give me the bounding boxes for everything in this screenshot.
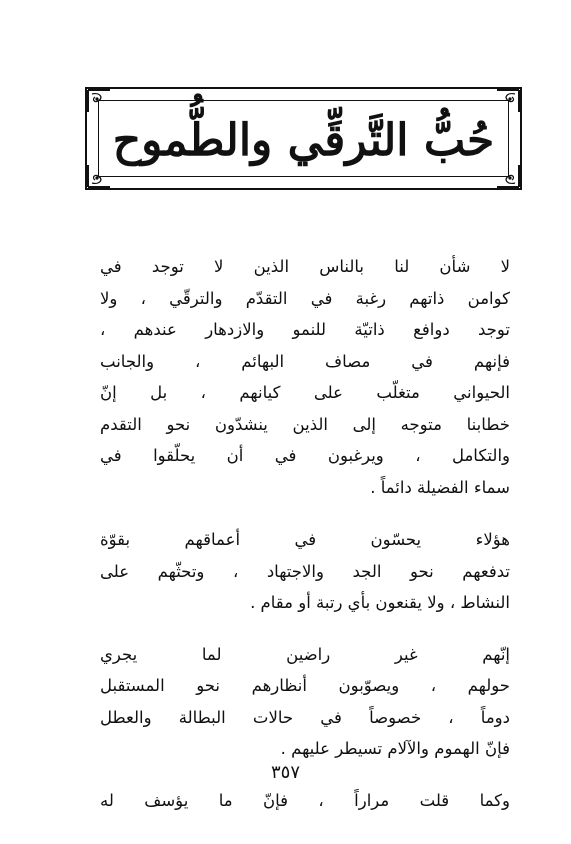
text-line: سماء الفضيلة دائماً . [370, 477, 510, 497]
text-line: حولهم ، ويصوّبون أنظارهم نحو المستقبل [100, 676, 510, 695]
text-line: إنّهم غير راضين لما يجري [100, 644, 510, 664]
text-line: خطابنا متوجه إلى الذين ينشدّون نحو التقدم [100, 414, 510, 434]
paragraph [100, 251, 510, 503]
text-line: لا شأن لنا بالناس الذين لا توجد في [100, 257, 510, 276]
corner-ornament-icon [86, 88, 112, 114]
text-line: دوماً ، خصوصاً في حالات البطالة والعطل [100, 707, 510, 727]
paragraph [100, 785, 510, 817]
text-line: وكما قلت مراراً ، فإنّ ما يؤسف له [100, 790, 510, 810]
page-number: ٣٥٧ [270, 762, 300, 783]
text-line: توجد دوافع ذاتيّة للنمو والازدهار عندهم ، [100, 320, 510, 339]
text-line: الحيواني متغلّب على كيانهم ، بل إنّ [100, 383, 510, 402]
corner-ornament-icon [495, 88, 521, 114]
text-line: فإنهم في مصاف البهائم ، والجانب [100, 351, 510, 371]
paragraph [100, 524, 510, 619]
chapter-title: حُبُّ التَّرقِّي والطُّموح [112, 115, 495, 166]
text-line: والتكامل ، ويرغبون في أن يحلّقوا في [100, 446, 510, 465]
text-line: هؤلاء يحسّون في أعماقهم بقوّة [100, 530, 510, 549]
text-line: تدفعهم نحو الجد والاجتهاد ، وتحثّهم على [100, 561, 510, 581]
title-frame [85, 87, 522, 190]
paragraph [100, 639, 510, 765]
text-line: النشاط ، ولا يقنعون بأي رتبة أو مقام . [250, 593, 510, 612]
body-text [100, 251, 510, 816]
text-line: كوامن ذاتهم رغبة في التقدّم والترقّي ، ولا [100, 288, 510, 308]
text-line: فإنّ الهموم والآلام تسيطر عليهم . [280, 739, 510, 758]
